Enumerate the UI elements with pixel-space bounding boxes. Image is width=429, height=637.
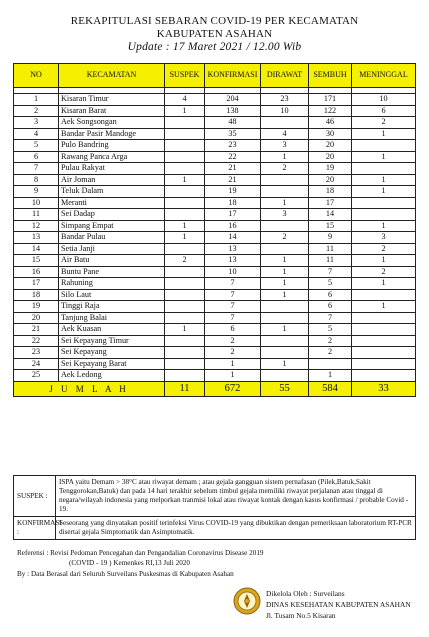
cell-sembuh: 171 [309,94,352,106]
cell-suspek [165,186,205,198]
cell-kecamatan: Tinggi Raja [59,301,165,313]
table-row [14,232,416,244]
table-row [14,186,416,198]
header-sembuh: SEMBUH [309,64,352,88]
cell-konfirmasi: 22 [205,151,261,163]
cell-suspek [165,370,205,382]
cell-meninggal: 2 [352,117,416,129]
cell-kecamatan: Aek Songsongan [59,117,165,129]
table-header-row [14,64,416,88]
cell-kecamatan: Air Joman [59,174,165,186]
cell-dirawat: 3 [261,209,309,221]
cell-kecamatan: Aek Ledong [59,370,165,382]
total-sembuh: 584 [309,381,352,396]
cell-kecamatan: Buntu Pane [59,266,165,278]
table-row [14,266,416,278]
cell-dirawat: 1 [261,266,309,278]
cell-dirawat [261,174,309,186]
table-row [14,128,416,140]
cell-kecamatan: Rahuning [59,278,165,290]
cell-sembuh: 11 [309,255,352,267]
cell-no: 2 [14,105,59,117]
table-row [14,117,416,129]
table-row [14,370,416,382]
definition-konfirmasi-row [14,517,416,540]
total-dirawat: 55 [261,381,309,396]
cell-konfirmasi: 21 [205,163,261,175]
cell-kecamatan: Sei Kepayang Timur [59,335,165,347]
table-row [14,255,416,267]
cell-no: 17 [14,278,59,290]
managed-by: Dikelola Oleh : Surveilans [266,589,345,598]
table-row [14,347,416,359]
cell-no: 5 [14,140,59,152]
cell-dirawat: 4 [261,128,309,140]
cell-sembuh: 2 [309,335,352,347]
cell-meninggal: 1 [352,255,416,267]
total-konfirmasi: 672 [205,381,261,396]
cell-sembuh: 5 [309,324,352,336]
cell-suspek [165,347,205,359]
cell-no: 21 [14,324,59,336]
report-title: REKAPITULASI SEBARAN COVID-19 PER KECAMATAN [70,15,359,27]
cell-suspek [165,151,205,163]
cell-no: 16 [14,266,59,278]
asahan-emblem-icon [233,587,261,615]
cell-kecamatan: Meranti [59,197,165,209]
cell-sembuh: 19 [309,163,352,175]
definitions-table [13,475,416,540]
cell-meninggal [352,140,416,152]
cell-kecamatan: Sei Kepayang Barat [59,358,165,370]
cell-suspek: 1 [165,105,205,117]
table-row [14,301,416,313]
table-row [14,151,416,163]
cell-no: 8 [14,174,59,186]
cell-meninggal: 2 [352,243,416,255]
suspek-definition: ISPA yaitu Demam > 38°C atau riwayat demam ; atau gejala gangguan sistem pernafasan (Pilek,Batuk,Sakit Tenggorokan,Batuk) dan pada 14 hari terakhir sebelum timbul gejala memiliki riwayat perjalanan atau tinggal di negara/wilayah indonesia yang melporkan tranmisi lokal atau riwayat kontak dengan kasus konfirmasi / probable Covid - 19. [56,476,416,517]
cell-sembuh: 20 [309,174,352,186]
cell-suspek [165,243,205,255]
table-row [14,174,416,186]
cell-dirawat: 23 [261,94,309,106]
cell-konfirmasi: 138 [205,105,261,117]
cell-no: 4 [14,128,59,140]
cell-konfirmasi: 6 [205,324,261,336]
cell-kecamatan: Kisaran Barat [59,105,165,117]
cell-no: 11 [14,209,59,221]
table-row [14,220,416,232]
cell-no: 25 [14,370,59,382]
cell-suspek [165,335,205,347]
cell-sembuh [309,358,352,370]
cell-kecamatan: Sei Dadap [59,209,165,221]
total-label: J U M L A H [14,381,165,396]
cell-no: 23 [14,347,59,359]
cell-sembuh: 122 [309,105,352,117]
cell-meninggal: 2 [352,266,416,278]
cell-sembuh: 7 [309,312,352,324]
update-timestamp: Update : 17 Maret 2021 / 12.00 Wib [127,41,302,53]
konfirmasi-definition: Seseorang yang dinyatakan positif terinfeksi Virus COVID-19 yang dibuktikan dengan pemeriksaan laboratorium RT-PCR disertai gejala Simptomatik dan Asimptomatik. [56,517,416,540]
cell-suspek: 2 [165,255,205,267]
table-row [14,94,416,106]
cell-sembuh: 30 [309,128,352,140]
cell-sembuh: 5 [309,278,352,290]
cell-meninggal [352,324,416,336]
table-body [14,94,416,382]
table-row [14,358,416,370]
cell-sembuh: 1 [309,370,352,382]
cell-suspek: 1 [165,174,205,186]
cell-konfirmasi: 7 [205,278,261,290]
cell-no: 9 [14,186,59,198]
cell-konfirmasi: 204 [205,94,261,106]
reference-line-1: Referensi : Revisi Pedoman Pencegahan dan Pengandalian Coronavirus Disease 2019 [17,549,264,557]
reference-line-2: (COVID - 19 ) Kemenkes RI,13 Juli 2020 [69,559,190,567]
cell-dirawat [261,220,309,232]
cell-kecamatan: Setia Janji [59,243,165,255]
cell-sembuh: 9 [309,232,352,244]
cell-suspek [165,289,205,301]
cell-dirawat [261,312,309,324]
table-row [14,289,416,301]
cell-dirawat [261,335,309,347]
cell-suspek [165,301,205,313]
cell-konfirmasi: 18 [205,197,261,209]
total-row [14,381,416,396]
cell-dirawat: 1 [261,151,309,163]
cell-meninggal: 1 [352,220,416,232]
cell-dirawat: 1 [261,197,309,209]
cell-kecamatan: Tanjung Balai [59,312,165,324]
cell-kecamatan: Kisaran Timur [59,94,165,106]
cell-suspek [165,358,205,370]
table-row [14,324,416,336]
cell-kecamatan: Bandar Pulau [59,232,165,244]
cell-meninggal: 6 [352,105,416,117]
cell-konfirmasi: 35 [205,128,261,140]
cell-meninggal [352,358,416,370]
suspek-label: SUSPEK : [14,476,56,517]
cell-meninggal: 1 [352,301,416,313]
table-row [14,335,416,347]
cell-suspek [165,278,205,290]
cell-dirawat: 1 [261,255,309,267]
cell-dirawat: 1 [261,289,309,301]
cell-konfirmasi: 7 [205,289,261,301]
cell-sembuh: 6 [309,289,352,301]
cell-sembuh: 20 [309,140,352,152]
cell-konfirmasi: 2 [205,335,261,347]
table-row [14,312,416,324]
cell-dirawat: 1 [261,324,309,336]
cell-dirawat [261,347,309,359]
cell-suspek [165,163,205,175]
cell-no: 20 [14,312,59,324]
cell-dirawat: 1 [261,358,309,370]
header-meninggal: MENINGGAL [352,64,416,88]
covid-table [13,63,416,397]
cell-suspek [165,197,205,209]
agency-address: Jl. Tusam No.5 Kisaran [266,611,336,620]
cell-no: 12 [14,220,59,232]
cell-meninggal [352,335,416,347]
cell-meninggal: 1 [352,151,416,163]
cell-meninggal: 1 [352,128,416,140]
cell-kecamatan: Pulo Bandring [59,140,165,152]
cell-no: 15 [14,255,59,267]
cell-sembuh: 7 [309,266,352,278]
cell-no: 19 [14,301,59,313]
table-row [14,243,416,255]
cell-meninggal [352,347,416,359]
cell-dirawat: 10 [261,105,309,117]
cell-meninggal: 1 [352,174,416,186]
cell-kecamatan: Rawang Panca Arga [59,151,165,163]
cell-suspek [165,266,205,278]
cell-suspek [165,209,205,221]
cell-kecamatan: Pulau Rakyat [59,163,165,175]
cell-konfirmasi: 1 [205,358,261,370]
table-row [14,140,416,152]
cell-meninggal [352,163,416,175]
cell-dirawat: 2 [261,232,309,244]
cell-konfirmasi: 14 [205,232,261,244]
cell-no: 3 [14,117,59,129]
cell-suspek [165,128,205,140]
cell-no: 6 [14,151,59,163]
table-row [14,278,416,290]
cell-kecamatan: Teluk Dalam [59,186,165,198]
cell-dirawat: 1 [261,278,309,290]
cell-no: 14 [14,243,59,255]
agency-name: DINAS KESEHATAN KABUPATEN ASAHAN [266,600,411,609]
cell-kecamatan: Silo Laut [59,289,165,301]
cell-meninggal: 3 [352,232,416,244]
header-dirawat: DIRAWAT [261,64,309,88]
cell-kecamatan: Bandar Pasir Mandoge [59,128,165,140]
cell-no: 22 [14,335,59,347]
header-konfirmasi: KONFIRMASI [205,64,261,88]
cell-konfirmasi: 2 [205,347,261,359]
cell-sembuh: 18 [309,186,352,198]
header-suspek: SUSPEK [165,64,205,88]
cell-dirawat [261,370,309,382]
cell-suspek: 4 [165,94,205,106]
cell-sembuh: 20 [309,151,352,163]
cell-konfirmasi: 23 [205,140,261,152]
cell-meninggal [352,370,416,382]
cell-sembuh: 2 [309,347,352,359]
cell-konfirmasi: 16 [205,220,261,232]
cell-konfirmasi: 17 [205,209,261,221]
cell-konfirmasi: 1 [205,370,261,382]
cell-sembuh: 46 [309,117,352,129]
table-row [14,197,416,209]
cell-konfirmasi: 10 [205,266,261,278]
cell-no: 24 [14,358,59,370]
total-suspek: 11 [165,381,205,396]
table-row [14,163,416,175]
cell-meninggal [352,289,416,301]
cell-konfirmasi: 13 [205,255,261,267]
cell-meninggal: 1 [352,186,416,198]
cell-suspek: 1 [165,232,205,244]
table-row [14,209,416,221]
total-meninggal: 33 [352,381,416,396]
table-row [14,105,416,117]
cell-meninggal: 10 [352,94,416,106]
cell-dirawat [261,243,309,255]
cell-konfirmasi: 21 [205,174,261,186]
cell-dirawat [261,186,309,198]
cell-no: 1 [14,94,59,106]
cell-konfirmasi: 13 [205,243,261,255]
konfirmasi-label: KONFIRMASI : [14,517,56,540]
cell-dirawat [261,117,309,129]
cell-konfirmasi: 7 [205,301,261,313]
cell-meninggal [352,312,416,324]
cell-suspek [165,140,205,152]
cell-suspek [165,312,205,324]
cell-no: 13 [14,232,59,244]
cell-suspek: 1 [165,324,205,336]
cell-kecamatan: Simpang Empat [59,220,165,232]
cell-sembuh: 11 [309,243,352,255]
cell-kecamatan: Aek Kuasan [59,324,165,336]
cell-sembuh: 6 [309,301,352,313]
cell-konfirmasi: 19 [205,186,261,198]
cell-konfirmasi: 48 [205,117,261,129]
cell-dirawat: 3 [261,140,309,152]
data-source: By : Data Berasal dari Seluruh Surveilans Puskesmas di Kabupaten Asahan [17,570,234,578]
cell-no: 18 [14,289,59,301]
report-subtitle: KABUPATEN ASAHAN [156,28,273,40]
cell-sembuh: 15 [309,220,352,232]
cell-no: 7 [14,163,59,175]
cell-kecamatan: Sei Kepayang [59,347,165,359]
cell-dirawat [261,301,309,313]
cell-meninggal [352,209,416,221]
cell-no: 10 [14,197,59,209]
cell-meninggal: 1 [352,278,416,290]
cell-kecamatan: Air Batu [59,255,165,267]
cell-sembuh: 17 [309,197,352,209]
header-kecamatan: KECAMATAN [59,64,165,88]
cell-suspek: 1 [165,220,205,232]
header-no: NO [14,64,59,88]
cell-meninggal [352,197,416,209]
cell-konfirmasi: 7 [205,312,261,324]
definition-suspek-row [14,476,416,517]
cell-dirawat: 2 [261,163,309,175]
cell-sembuh: 14 [309,209,352,221]
cell-suspek [165,117,205,129]
